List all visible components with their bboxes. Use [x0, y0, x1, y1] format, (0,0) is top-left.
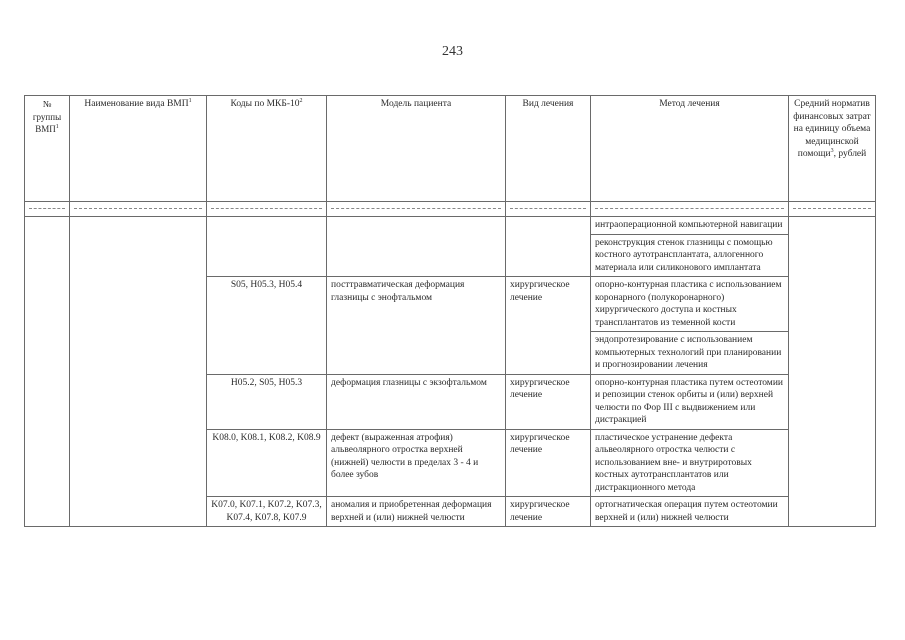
codes-cell: H05.2, S05, H05.3 — [207, 374, 327, 429]
model-cell — [327, 217, 506, 277]
model-cell: деформация глазницы с экзофтальмом — [327, 374, 506, 429]
treatment-cell — [506, 217, 591, 277]
model-cell: аномалия и приобретенная деформация верхней и (или) нижней челюсти — [327, 497, 506, 527]
vmp-name-cell — [70, 217, 207, 527]
page-number: 243 — [442, 44, 463, 59]
header-vmp-name: Наименование вида ВМП$^1$ — [70, 96, 207, 202]
header-group-number: № группы ВМП$^1$ — [25, 96, 70, 202]
header-row — [25, 96, 876, 202]
vmp-table — [24, 95, 876, 527]
codes-cell: K08.0, K08.1, K08.2, K08.9 — [207, 429, 327, 497]
treatment-cell: хирургическое лечение — [506, 374, 591, 429]
cost-cell — [789, 217, 876, 527]
method-cell: эндопротезирование с использованием компьютерных технологий при планировании и прогнозировании лечения — [591, 332, 789, 375]
header-treatment-type: Вид лечения — [506, 96, 591, 202]
header-patient-model: Модель пациента — [327, 96, 506, 202]
treatment-cell: хирургическое лечение — [506, 429, 591, 497]
treatment-cell: хирургическое лечение — [506, 277, 591, 375]
model-cell: посттравматическая деформация глазницы с энофтальмом — [327, 277, 506, 375]
header-treatment-method: Метод лечения — [591, 96, 789, 202]
method-cell: опорно-контурная пластика путем остеотомии и репозиции стенок орбиты и (или) верхней челюсти по Фор III с выдвижением или дистракцией — [591, 374, 789, 429]
codes-cell: S05, H05.3, H05.4 — [207, 277, 327, 375]
model-cell: дефект (выраженная атрофия) альвеолярного отростка верхней (нижней) челюсти в пределах 3 - 4 и более зубов — [327, 429, 506, 497]
treatment-cell: хирургическое лечение — [506, 497, 591, 527]
header-cost-standard: Средний норматив финансовых затрат на единицу объема медицинской помощи$^3$, рублей — [789, 96, 876, 202]
header-dashed-row — [25, 202, 876, 217]
header-icd-codes: Коды по МКБ-$10^2$ — [207, 96, 327, 202]
method-cell: интраоперационной компьютерной навигации — [591, 217, 789, 235]
method-cell: опорно-контурная пластика с использованием коронарного (полукоронарного) хирургического доступа и костных трансплантатов из теменной кости — [591, 277, 789, 332]
codes-cell — [207, 217, 327, 277]
method-cell: реконструкция стенок глазницы с помощью костного аутотрансплантата, аллогенного материала или силиконового имплантата — [591, 234, 789, 277]
method-cell: ортогнатическая операция путем остеотомии верхней и (или) нижней челюсти — [591, 497, 789, 527]
codes-cell: K07.0, K07.1, K07.2, K07.3, K07.4, K07.8, K07.9 — [207, 497, 327, 527]
group-number-cell — [25, 217, 70, 527]
method-cell: пластическое устранение дефекта альвеолярного отростка челюсти с использованием вне- и внутриротовых костных аутотрансплантатов или дистракционного метода — [591, 429, 789, 497]
table-row — [25, 217, 876, 235]
